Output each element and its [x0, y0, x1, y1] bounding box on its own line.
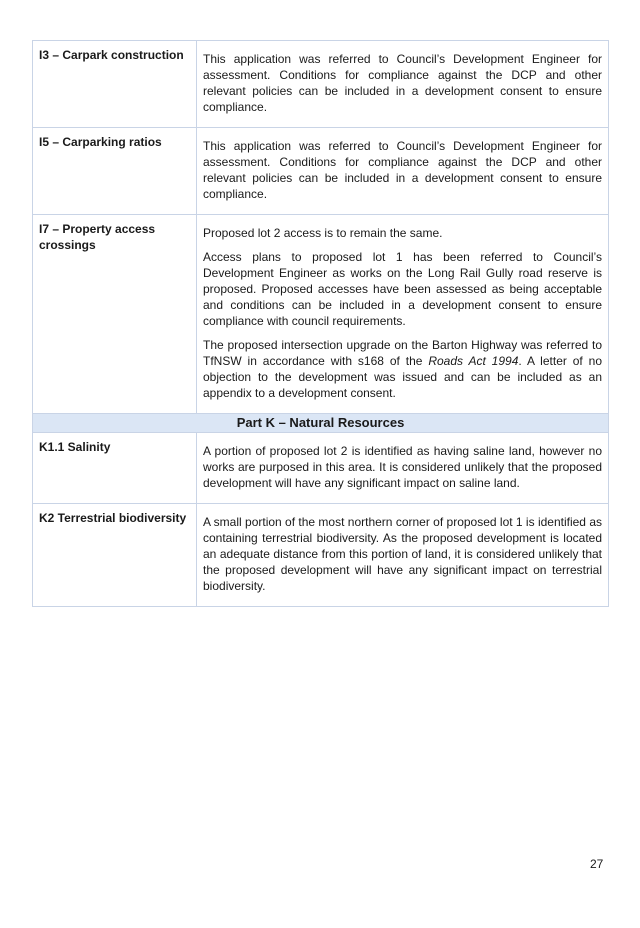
table-row: [33, 433, 609, 504]
row-label-cell: [33, 215, 197, 414]
row-label-cell: [33, 504, 197, 607]
row-paragraph: A portion of proposed lot 2 is identified as having saline land, however no works are purposed in this area. It is considered unlikely that the proposed development will have any significant impact on saline land.: [203, 444, 602, 490]
table-row: [33, 215, 609, 414]
page-number: 27: [590, 857, 604, 871]
row-paragraph: Access plans to proposed lot 1 has been referred to Council’s Development Engineer as works on the Long Rail Gully road reserve is proposed. Proposed accesses have been assessed as being acceptable and conditions can be included in a development consent to ensure compliance with council requirements.: [203, 250, 602, 328]
row-label-cell: [33, 128, 197, 215]
table-row: [33, 504, 609, 607]
section-heading: Part K – Natural Resources: [33, 414, 609, 433]
assessment-table: [32, 40, 609, 607]
table-row: [33, 128, 609, 215]
paragraph-text: The proposed intersection upgrade on the Barton Highway was referred to TfNSW in accordance with s168 of the: [203, 338, 602, 368]
row-body-cell: [197, 504, 609, 607]
row-label-cell: [33, 433, 197, 504]
legislation-citation: Roads Act 1994: [428, 354, 519, 368]
row-paragraph: This application was referred to Council’s Development Engineer for assessment. Conditions for compliance against the DCP and other relevant policies can be included in a development consent to ensure compliance.: [203, 139, 602, 201]
row-paragraph: Proposed lot 2 access is to remain the same.: [203, 226, 443, 240]
row-label: I3 – Carpark construction: [39, 48, 184, 62]
row-label: K1.1 Salinity: [39, 440, 111, 454]
section-heading-row: [33, 414, 609, 433]
row-body-cell: [197, 41, 609, 128]
paragraph-text: . A letter of no objection to the development was issued and can be included as an appendix to a development consent.: [203, 354, 602, 400]
row-label: I5 – Carparking ratios: [39, 135, 162, 149]
row-label-cell: [33, 41, 197, 128]
row-body-cell: [197, 215, 609, 414]
row-label: I7 – Property access crossings: [39, 222, 156, 252]
row-paragraph: A small portion of the most northern corner of proposed lot 1 is identified as containing terrestrial biodiversity. As the proposed development is located an adequate distance from this portion of land, it is considered unlikely that the proposed development will have any significant impact on terrestrial biodiversity.: [203, 515, 602, 593]
row-body-cell: [197, 128, 609, 215]
table-row: [33, 41, 609, 128]
row-body-cell: [197, 433, 609, 504]
row-label: K2 Terrestrial biodiversity: [39, 511, 187, 525]
row-paragraph: This application was referred to Council’s Development Engineer for assessment. Conditions for compliance against the DCP and other relevant policies can be included in a development consent to ensure compliance.: [203, 52, 602, 114]
row-paragraph-with-citation: [203, 337, 602, 401]
